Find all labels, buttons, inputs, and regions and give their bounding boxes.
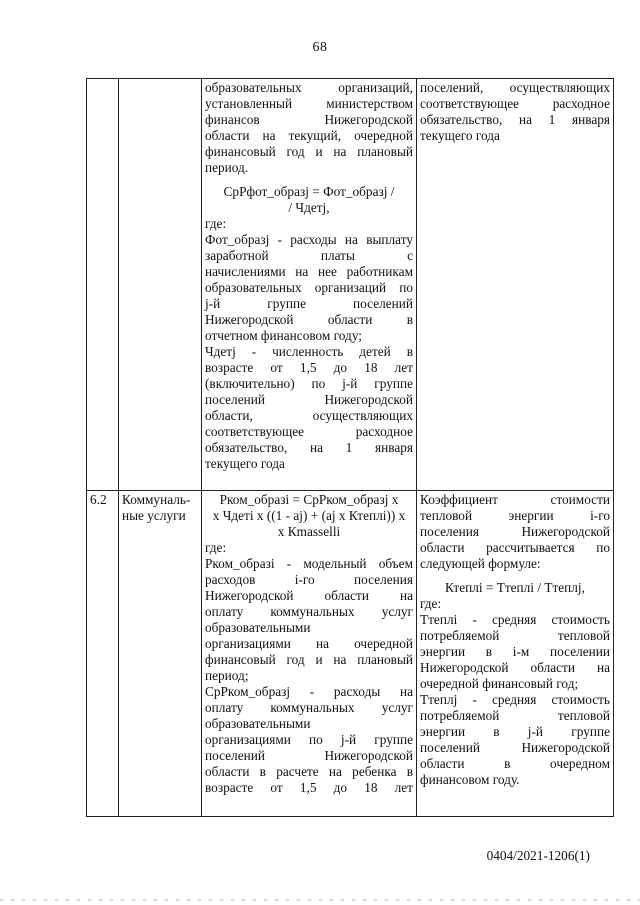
text-line: расходов i-го поселения [205,572,413,587]
text-line: Рком_образi - модельный объем [205,556,413,571]
text-line: оплату коммунальных услуг [205,700,413,715]
text-line: соответствующее расходное [205,424,413,439]
text-line: финансовый год и на плановый [205,144,413,159]
text-line: финансов Нижегородской [205,112,413,127]
text-line: Нижегородской области в [205,312,413,327]
text-line: x Чдетi x ((1 - aj) + (aj x Ктеплi)) x [212,508,406,523]
row-name-cell [119,79,202,491]
document-code: 0404/2021-1206(1) [486,848,590,863]
table-row-continued [87,79,614,491]
text-line: организациями по j-й группе [205,732,413,747]
text-line: образовательных организаций по [205,280,413,295]
text-line: образовательных организаций, [205,80,413,95]
text-line: оплату коммунальных услуг [205,604,413,619]
text-line: области на текущий, очередной [205,128,413,143]
text-line: заработной платы с [205,248,413,263]
text-line: потребляемой тепловой [420,628,610,643]
note-cell [417,491,614,817]
row-name-line: Коммуналь- [122,492,191,507]
text-line: период; [205,668,249,683]
text-line: СрРфот_образj = Фот_образj / [223,184,395,199]
text-line: очередной финансовый год; [420,676,579,691]
text-line: где: [420,596,442,611]
text-line: Чдетj - численность детей в [205,344,413,359]
row-name-cell [119,491,202,817]
text-line: j-й группе поселений [205,296,413,311]
page-number: 68 [312,40,328,55]
text-line: где: [205,540,227,555]
text-line: СрРком_образj - расходы на [205,684,413,699]
text-line: возрасте от 1,5 до 18 лет [205,780,413,795]
row-number-cell: 6.2 [87,491,119,817]
text-line: период. [205,160,249,175]
text-line: текущего года [205,456,285,471]
line-gap [205,176,413,184]
text-line: поселений Нижегородской [420,740,610,755]
text-line: отчетном финансовом году; [205,328,362,343]
text-line: установленный министерством [205,96,413,111]
text-line: начислениями на нее работникам [205,264,413,279]
text-line: Нижегородской области на [205,588,413,603]
note-cell [417,79,614,491]
text-line: области в очередном [420,756,610,771]
scan-artifact-line [0,899,640,901]
row-name-line: ные услуги [122,508,186,523]
line-gap [420,572,610,580]
text-line: соответствующее расходное [420,96,610,111]
text-line: Фот_образj - расходы на выплату [205,232,413,247]
text-line: области в расчете на ребенка в [205,764,413,779]
text-line: Нижегородской области на [420,660,610,675]
text-line: потребляемой тепловой [420,708,610,723]
row-number-cell [87,79,119,491]
text-line: Ттеплi - средняя стоимость [420,612,610,627]
text-line: Ктеплi = Ттеплi / Ттеплj, [445,580,585,595]
text-line: поселений, осуществляющих [420,80,610,95]
text-line: Рком_образi = СрРком_образj x [219,492,399,507]
text-line: организациями на очередной [205,636,413,651]
text-line: обязательство, на 1 января [420,112,610,127]
formula-cell [202,491,417,817]
text-line: поселений Нижегородской [205,748,413,763]
text-line: образовательными [205,620,311,635]
text-line: области, осуществляющих [205,408,413,423]
text-line: Коэффициент стоимости [420,492,610,507]
text-line: (включительно) по j-й группе [205,376,413,391]
text-line: финансовый год и на плановый [205,652,413,667]
text-line: энергии в i-м поселении [420,644,610,659]
text-line: поселения Нижегородской [420,524,610,539]
text-line: x Кmasselli [277,524,341,539]
text-line: следующей формуле: [420,556,541,571]
text-line: области рассчитывается по [420,540,610,555]
text-line: образовательными [205,716,311,731]
text-line: финансовом году. [420,772,520,787]
text-line: Ттеплj - средняя стоимость [420,692,610,707]
text-line: текущего года [420,128,500,143]
text-line: энергии в j-й группе [420,724,610,739]
formula-cell [202,79,417,491]
text-line: обязательство, на 1 января [205,440,413,455]
text-line: тепловой энергии i-го [420,508,610,523]
table-row-6-2 [87,491,614,817]
methodology-table [86,78,614,817]
text-line: где: [205,216,227,231]
text-line: поселений Нижегородской [205,392,413,407]
text-line: возрасте от 1,5 до 18 лет [205,360,413,375]
text-line: / Чдетj, [288,200,330,215]
